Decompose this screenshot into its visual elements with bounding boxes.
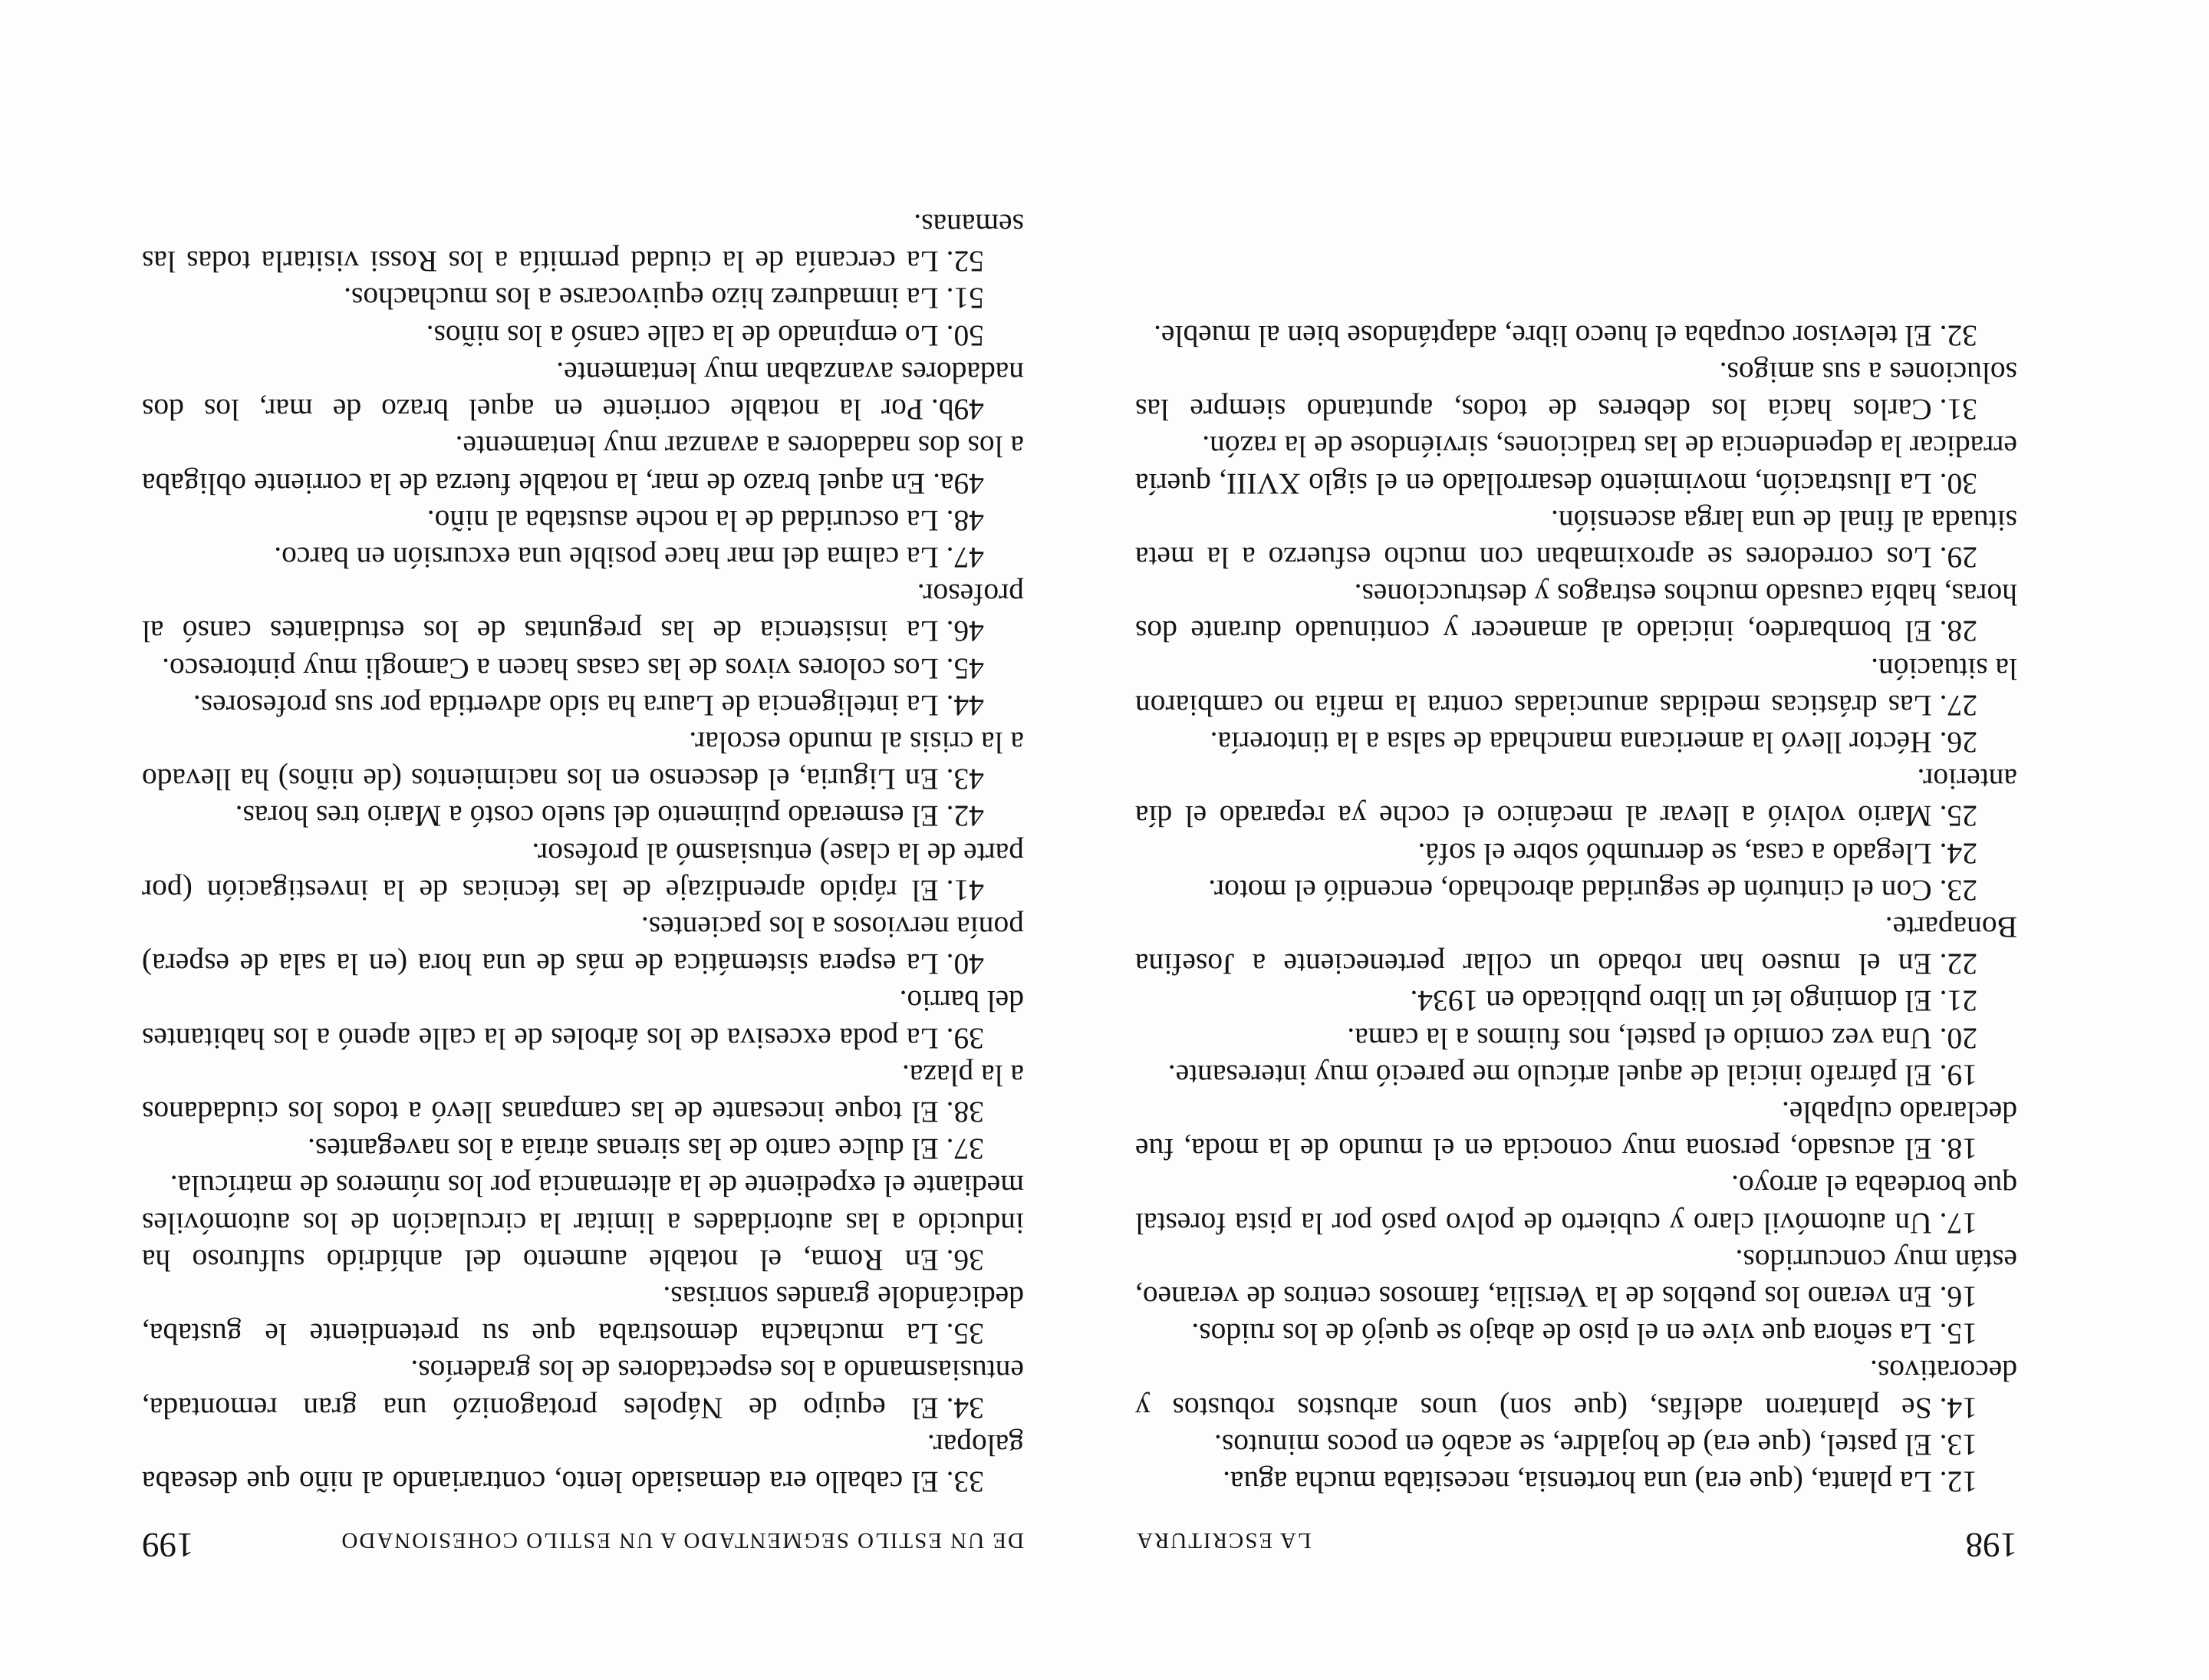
item-number: 13. bbox=[1939, 1428, 1977, 1462]
exercise-item bbox=[142, 909, 1024, 983]
item-number: 16. bbox=[1939, 1280, 1977, 1314]
exercise-item bbox=[1135, 1316, 2017, 1352]
item-number: 39. bbox=[946, 1021, 984, 1056]
item-number: 17. bbox=[1939, 1206, 1977, 1240]
exercise-item bbox=[1135, 1464, 2017, 1500]
item-number: 15. bbox=[1939, 1317, 1977, 1352]
item-text: El esmerado pulimento del suelo costó a Mario tres horas. bbox=[235, 799, 939, 834]
item-text: Los colores vivos de las casas hacen a Camogli muy pintoresco. bbox=[162, 651, 939, 686]
item-text: Lo empinado de la calle cansó a los niños. bbox=[426, 318, 939, 353]
exercise-item bbox=[1135, 576, 2017, 650]
item-number: 25. bbox=[1939, 799, 1977, 834]
item-text: Se plantaron adelfas, (que son) unos arbustos robustos y decorativos. bbox=[1135, 1354, 2017, 1425]
item-number: 49a. bbox=[933, 466, 984, 501]
item-number: 26. bbox=[1939, 725, 1977, 759]
item-text: La Ilustración, movimiento desarrollado en el siglo XVIII, quería erradicar la dependencia de las tradiciones, sirviéndose de la razón. bbox=[1135, 430, 2017, 501]
item-text: El equipo de Nápoles protagonizó una gran remontada, entusiasmando a los espectadores de los graderíos. bbox=[142, 1354, 1024, 1425]
item-text: El acusado, persona muy conocida en el mundo de la moda, fue declarado culpable. bbox=[1135, 1095, 2017, 1167]
item-text: El bombardeo, iniciado al amanecer y continuado durante dos horas, había causado muchos estragos y destrucciones. bbox=[1135, 578, 2017, 649]
exercise-item bbox=[142, 724, 1024, 798]
item-text: La calma del mar hace posible una excursión en barco. bbox=[274, 540, 939, 575]
exercise-item bbox=[142, 280, 1024, 317]
exercise-item bbox=[142, 835, 1024, 908]
exercise-item bbox=[142, 650, 1024, 687]
item-number: 28. bbox=[1939, 614, 1977, 649]
exercise-item bbox=[142, 983, 1024, 1056]
exercise-item bbox=[142, 687, 1024, 724]
exercise-item bbox=[1135, 1242, 2017, 1316]
item-number: 44. bbox=[946, 688, 984, 723]
running-head bbox=[1135, 1519, 2017, 1565]
exercise-item bbox=[142, 1168, 1024, 1279]
exercise-item bbox=[142, 428, 1024, 502]
item-text: En Roma, el notable aumento del anhídrido sulfuroso ha inducido a las autoridades a limitar la circulación de los automóviles mediante el expediente de la alternancia por los números de matrícula. bbox=[142, 1169, 1024, 1277]
item-number: 35. bbox=[946, 1317, 984, 1352]
item-number: 52. bbox=[946, 245, 984, 279]
exercise-item bbox=[1135, 1168, 2017, 1241]
item-text: La inmadurez hizo equivocarse a los muchachos. bbox=[344, 282, 939, 316]
item-text: El toque incesante de las campanas llevó a todos los ciudadanos a la plaza. bbox=[142, 1058, 1024, 1129]
item-number: 23. bbox=[1939, 873, 1977, 908]
item-text: El televisor ocupaba el hueco libre, adaptándose bien al mueble. bbox=[1154, 318, 1932, 353]
item-number: 40. bbox=[946, 947, 984, 982]
item-text: Los corredores se aproximaban con mucho esfuerzo a la meta situada al final de una larga ascensión. bbox=[1135, 503, 2017, 575]
item-number: 31. bbox=[1939, 393, 1977, 427]
item-number: 14. bbox=[1939, 1391, 1977, 1425]
item-text: La poda excesiva de los árboles de la calle apenó a los habitantes del barrio. bbox=[142, 984, 1024, 1056]
item-text: En aquel brazo de mar, la notable fuerza de la corriente obligaba a los dos nadadores a avanzar muy lentamente. bbox=[142, 430, 1024, 501]
item-text: Carlos hacía los deberes de todos, apuntando siempre las soluciones a sus amigos. bbox=[1135, 355, 2017, 427]
exercise-item bbox=[1135, 1427, 2017, 1464]
item-text: El domingo leí un libro publicado en 1934. bbox=[1410, 984, 1932, 1019]
item-text: La inteligencia de Laura ha sido advertida por sus profesores. bbox=[193, 688, 939, 723]
running-head-title: DE UN ESTILO SEGMENTADO A UN ESTILO COHESIONADO bbox=[340, 1528, 1024, 1553]
item-number: 50. bbox=[946, 318, 984, 353]
item-number: 46. bbox=[946, 614, 984, 649]
item-number: 47. bbox=[946, 540, 984, 575]
item-text: La insistencia de las preguntas de los estudiantes cansó al profesor. bbox=[142, 578, 1024, 649]
page-number: 199 bbox=[142, 1526, 194, 1564]
item-text: El caballo era demasiado lento, contrariando al niño que deseaba galopar. bbox=[142, 1428, 1024, 1499]
item-text: Mario volvió a llevar al mecánico el coche ya reparado el día anterior. bbox=[1135, 763, 2017, 834]
item-text: La espera sistemática de más de una hora (en la sala de espera) ponía nerviosos a los pacientes. bbox=[142, 910, 1024, 982]
exercise-item bbox=[1135, 872, 2017, 909]
item-text: Llegado a casa, se derrumbó sobre el sofá. bbox=[1417, 836, 1932, 871]
item-number: 33. bbox=[946, 1465, 984, 1499]
exercise-item bbox=[1135, 502, 2017, 576]
item-number: 18. bbox=[1939, 1132, 1977, 1167]
exercise-item bbox=[142, 798, 1024, 835]
exercise-item bbox=[142, 1279, 1024, 1352]
item-text: La planta, (que era) una hortensia, necesitaba mucha agua. bbox=[1223, 1465, 1932, 1499]
item-text: Una vez comido el pastel, nos fuimos a la cama. bbox=[1347, 1021, 1932, 1056]
exercise-item bbox=[1135, 761, 2017, 835]
item-number: 42. bbox=[946, 799, 984, 834]
item-text: Por la notable corriente en aquel brazo de mar, los dos nadadores avanzaban muy lentamente. bbox=[142, 355, 1024, 427]
item-number: 19. bbox=[1939, 1058, 1977, 1092]
item-number: 41. bbox=[946, 873, 984, 908]
item-text: Con el cinturón de seguridad abrochado, encendió el motor. bbox=[1208, 873, 1932, 908]
item-number: 36. bbox=[946, 1243, 984, 1277]
item-text: En verano los pueblos de la Versilia, famosos centros de veraneo, están muy concurridos. bbox=[1135, 1243, 2017, 1314]
exercise-item bbox=[1135, 354, 2017, 428]
exercise-item bbox=[142, 1131, 1024, 1168]
exercise-item bbox=[1135, 835, 2017, 871]
exercise-item bbox=[142, 576, 1024, 650]
item-number: 12. bbox=[1939, 1465, 1977, 1499]
exercise-item bbox=[1135, 724, 2017, 761]
item-text: En el museo han robado un collar perteneciente a Josefina Bonaparte. bbox=[1135, 910, 2017, 982]
page-198 bbox=[1135, 318, 2017, 1566]
exercise-item bbox=[1135, 318, 2017, 354]
exercise-item bbox=[142, 1427, 1024, 1500]
exercise-list bbox=[1135, 318, 2017, 1501]
exercise-item bbox=[1135, 1094, 2017, 1168]
item-text: La muchacha demostraba que su pretendiente le gustaba, dedicándole grandes sonrisas. bbox=[142, 1280, 1024, 1352]
exercise-item bbox=[1135, 1020, 2017, 1056]
item-text: La señora que vive en el piso de abajo se quejó de los ruidos. bbox=[1191, 1317, 1932, 1352]
item-text: Héctor llevó la americana manchada de salsa a la tintorería. bbox=[1210, 725, 1932, 759]
item-number: 48. bbox=[946, 503, 984, 538]
running-head bbox=[142, 1519, 1024, 1565]
item-number: 29. bbox=[1939, 540, 1977, 575]
exercise-item bbox=[142, 539, 1024, 576]
item-number: 45. bbox=[946, 651, 984, 686]
exercise-item bbox=[142, 354, 1024, 428]
exercise-item bbox=[1135, 909, 2017, 983]
exercise-item bbox=[142, 1057, 1024, 1131]
item-text: Las drásticas medidas anunciadas contra la mafia no cambiaron la situación. bbox=[1135, 651, 2017, 723]
exercise-item bbox=[142, 206, 1024, 280]
exercise-item bbox=[1135, 983, 2017, 1020]
item-number: 38. bbox=[946, 1095, 984, 1129]
item-number: 51. bbox=[946, 282, 984, 316]
item-number: 49b. bbox=[930, 393, 984, 427]
item-text: El pastel, (que era) de hojaldre, se acabó en pocos minutos. bbox=[1214, 1428, 1932, 1462]
exercise-item bbox=[1135, 428, 2017, 502]
item-number: 24. bbox=[1939, 836, 1977, 871]
exercise-item bbox=[142, 1352, 1024, 1426]
item-text: La oscuridad de la noche asustaba al niño. bbox=[426, 503, 939, 538]
exercise-item bbox=[1135, 1057, 2017, 1094]
item-text: En Liguria, el descenso en los nacimientos (de niños) ha llevado a la crisis al mundo escolar. bbox=[142, 725, 1024, 797]
item-number: 22. bbox=[1939, 947, 1977, 982]
item-text: El dulce canto de las sirenas atraía a los navegantes. bbox=[308, 1132, 939, 1167]
item-number: 37. bbox=[946, 1132, 984, 1167]
item-text: Un automóvil claro y cubierto de polvo pasó por la pista forestal que bordeaba el arroyo. bbox=[1135, 1169, 2017, 1240]
exercise-item bbox=[142, 318, 1024, 354]
exercise-item bbox=[1135, 650, 2017, 723]
item-number: 34. bbox=[946, 1391, 984, 1425]
running-head-title: LA ESCRITURA bbox=[1135, 1528, 1312, 1553]
item-number: 21. bbox=[1939, 984, 1977, 1019]
item-number: 43. bbox=[946, 763, 984, 797]
item-number: 32. bbox=[1939, 318, 1977, 353]
exercise-item bbox=[1135, 1352, 2017, 1426]
item-number: 27. bbox=[1939, 688, 1977, 723]
item-text: El párrafo inicial de aquel artículo me pareció muy interesante. bbox=[1167, 1058, 1932, 1092]
item-text: El rápido aprendizaje de las técnicas de la investigación (por parte de la clase) entusiasmó al profesor. bbox=[142, 836, 1024, 908]
exercise-item bbox=[142, 502, 1024, 539]
item-text: La cercanía de la ciudad permitía a los Rossi visitarla todas las semanas. bbox=[142, 208, 1024, 279]
item-number: 30. bbox=[1939, 466, 1977, 501]
page-number: 198 bbox=[1965, 1526, 2017, 1564]
page-199 bbox=[142, 206, 1024, 1565]
exercise-list bbox=[142, 206, 1024, 1500]
item-number: 20. bbox=[1939, 1021, 1977, 1056]
